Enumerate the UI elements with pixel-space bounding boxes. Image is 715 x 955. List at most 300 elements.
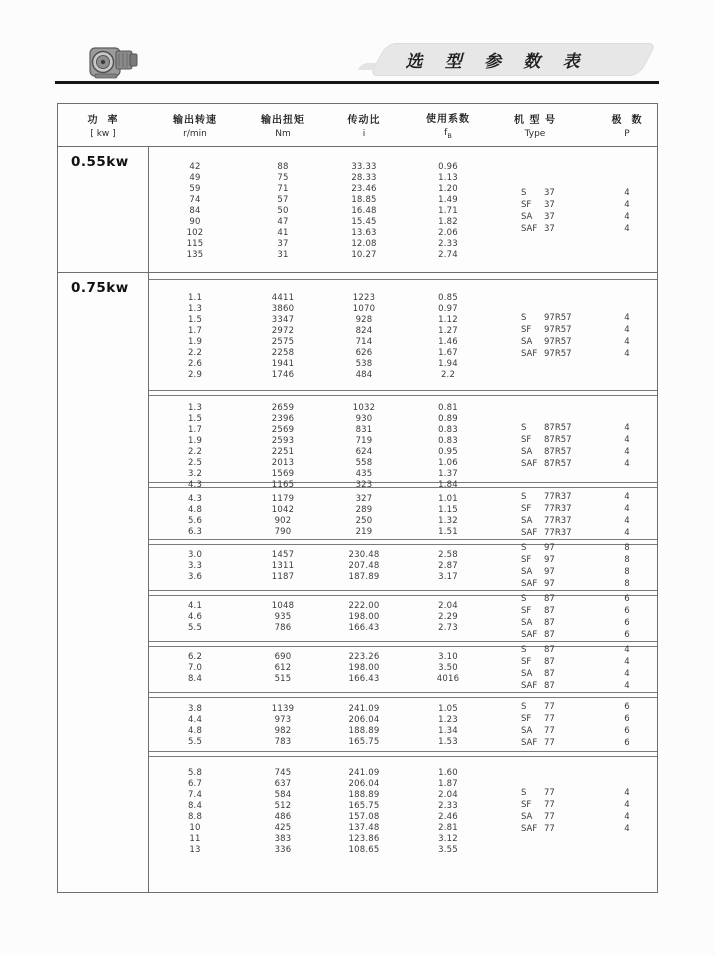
data-block: [149, 279, 657, 391]
cell-output-speed: 1.7: [187, 424, 203, 435]
type-row: [149, 527, 657, 539]
cell-poles: 4: [624, 187, 630, 198]
type-row: [149, 515, 657, 527]
cell-type-model: 77R37: [544, 528, 572, 538]
cell-output-torque: 2258: [271, 347, 295, 358]
header-rule: [55, 81, 659, 84]
cell-output-speed: 135: [186, 249, 204, 260]
cell-ratio: 13.63: [351, 227, 377, 238]
cell-type-model: 87: [544, 680, 555, 691]
cell-output-speed: 6.2: [187, 651, 203, 662]
cell-ratio: 219: [355, 526, 373, 537]
cell-type-model: 87: [544, 656, 555, 667]
cell-service-factor: 1.46: [438, 336, 458, 347]
cell-type-prefix: S: [521, 644, 527, 655]
cell-type-model: 77: [544, 702, 555, 712]
cell-output-speed: 102: [186, 227, 204, 238]
cell-output-speed: 7.0: [187, 662, 203, 673]
table-row: [149, 161, 657, 172]
gearbox-illustration: [90, 48, 137, 78]
col-header-ratio: 传动比 i: [347, 115, 381, 139]
cell-type-model: 37: [544, 199, 555, 210]
cell-service-factor: 0.83: [438, 435, 458, 446]
cell-ratio: 1032: [352, 402, 376, 413]
cell-service-factor: 2.46: [438, 811, 458, 822]
cell-poles: 4: [624, 423, 630, 433]
cell-output-speed: 1.3: [187, 402, 203, 413]
cell-output-torque: 37: [277, 238, 289, 249]
cell-ratio: 323: [355, 479, 373, 490]
cell-type-prefix: SAF: [521, 349, 538, 359]
cell-type-prefix: SF: [521, 800, 532, 810]
col-header-service-factor: 使用系数 $f_B$: [426, 114, 470, 140]
cell-service-factor: 0.85: [438, 292, 458, 303]
cell-output-speed: 6.7: [187, 778, 203, 789]
cell-type-prefix: S: [521, 492, 527, 502]
cell-output-speed: 6.3: [187, 526, 203, 537]
data-block: [149, 595, 657, 642]
cell-poles: 6: [624, 714, 630, 724]
type-list: [149, 593, 657, 641]
block-rows: [149, 644, 657, 691]
cell-type-prefix: SAF: [521, 528, 538, 538]
cell-type-model: 77R37: [544, 504, 572, 514]
table-row: [149, 238, 657, 249]
type-list: [149, 491, 657, 539]
cell-output-torque: 383: [274, 833, 292, 844]
cell-type-model: 87R57: [544, 447, 572, 457]
cell-poles: 8: [624, 578, 630, 589]
cell-output-torque: 41: [277, 227, 289, 238]
cell-ratio: 18.85: [351, 194, 377, 205]
type-row: [149, 312, 657, 324]
cell-type-model: 77: [544, 714, 555, 724]
table-row: [149, 479, 657, 490]
cell-service-factor: 1.71: [438, 205, 458, 216]
cell-ratio: 123.86: [348, 833, 380, 844]
cell-ratio: 23.46: [351, 183, 377, 194]
cell-ratio: 250: [355, 515, 373, 526]
cell-ratio: 222.00: [348, 600, 380, 611]
table-row: [149, 249, 657, 260]
cell-output-speed: 1.7: [187, 325, 203, 336]
cell-output-speed: 42: [189, 161, 201, 172]
cell-poles: 4: [624, 349, 630, 359]
cell-ratio: 831: [355, 424, 373, 435]
type-list: [149, 542, 657, 590]
type-row: [149, 434, 657, 446]
data-block: [149, 147, 657, 260]
cell-ratio: 624: [355, 446, 373, 457]
cell-ratio: 12.08: [351, 238, 377, 249]
cell-type-prefix: SA: [521, 617, 533, 628]
cell-type-model: 97R57: [544, 349, 572, 359]
col-header-power: 功 率 [ kw ]: [87, 115, 119, 139]
cell-service-factor: 2.74: [438, 249, 458, 260]
cell-poles: 6: [624, 605, 630, 616]
type-row: [149, 644, 657, 656]
selection-parameter-table: [57, 103, 658, 893]
cell-poles: 4: [624, 528, 630, 538]
cell-output-torque: 637: [274, 778, 292, 789]
power-rating: 0.55kw: [71, 154, 129, 170]
cell-poles: 4: [624, 788, 630, 798]
cell-output-speed: 3.3: [187, 560, 203, 571]
cell-poles: 4: [624, 504, 630, 514]
cell-output-torque: 4411: [271, 292, 295, 303]
cell-output-torque: 1187: [271, 571, 295, 582]
cell-type-prefix: SA: [521, 337, 533, 347]
cell-poles: 4: [624, 313, 630, 323]
cell-ratio: 327: [355, 493, 373, 504]
cell-poles: 4: [624, 668, 630, 679]
cell-service-factor: 2.29: [438, 611, 458, 622]
cell-ratio: 137.48: [348, 822, 380, 833]
cell-service-factor: 0.95: [438, 446, 458, 457]
cell-output-torque: 1139: [271, 703, 295, 714]
cell-type-prefix: SF: [521, 435, 532, 445]
cell-service-factor: 4016: [436, 673, 460, 684]
cell-type-model: 77: [544, 738, 555, 748]
cell-ratio: 824: [355, 325, 373, 336]
cell-service-factor: 1.32: [438, 515, 458, 526]
cell-type-model: 97: [544, 554, 555, 565]
cell-output-torque: 1311: [271, 560, 295, 571]
cell-type-prefix: SF: [521, 605, 532, 616]
cell-output-speed: 4.3: [187, 493, 203, 504]
cell-type-model: 87: [544, 593, 555, 604]
cell-output-speed: 4.8: [187, 504, 203, 515]
cell-output-torque: 50: [277, 205, 289, 216]
type-row: [149, 680, 657, 692]
cell-output-speed: 3.2: [187, 468, 203, 479]
cell-type-prefix: SAF: [521, 629, 538, 640]
cell-type-model: 77R37: [544, 492, 572, 502]
cell-output-speed: 4.6: [187, 611, 203, 622]
cell-ratio: 928: [355, 314, 373, 325]
cell-service-factor: 1.84: [438, 479, 458, 490]
cell-type-model: 97: [544, 542, 555, 553]
page-title-banner: [360, 43, 648, 76]
cell-output-torque: 2659: [271, 402, 295, 413]
power-cell: [58, 273, 149, 892]
type-row: [149, 725, 657, 737]
cell-ratio: 241.09: [348, 767, 380, 778]
type-row: [149, 566, 657, 578]
cell-type-prefix: SF: [521, 504, 532, 514]
type-row: [149, 823, 657, 835]
cell-type-model: 87R57: [544, 459, 572, 469]
table-row: [149, 402, 657, 413]
cell-output-speed: 2.2: [187, 446, 203, 457]
cell-type-prefix: SF: [521, 325, 532, 335]
type-row: [149, 713, 657, 725]
cell-output-torque: 2593: [271, 435, 295, 446]
cell-poles: 4: [624, 435, 630, 445]
cell-poles: 4: [624, 656, 630, 667]
cell-output-torque: 786: [274, 622, 292, 633]
cell-output-speed: 1.9: [187, 435, 203, 446]
cell-output-speed: 74: [189, 194, 201, 205]
cell-output-speed: 5.6: [187, 515, 203, 526]
type-row: [149, 458, 657, 470]
cell-type-prefix: SF: [521, 714, 532, 724]
block-rows: [149, 402, 657, 490]
cell-output-torque: 2569: [271, 424, 295, 435]
cell-service-factor: 1.87: [438, 778, 458, 789]
type-row: [149, 554, 657, 566]
cell-service-factor: 1.67: [438, 347, 458, 358]
cell-service-factor: 0.89: [438, 413, 458, 424]
cell-output-speed: 1.9: [187, 336, 203, 347]
cell-poles: 8: [624, 542, 630, 553]
cell-output-speed: 5.8: [187, 767, 203, 778]
type-row: [149, 593, 657, 605]
cell-output-torque: 783: [274, 736, 292, 747]
cell-output-torque: 425: [274, 822, 292, 833]
cell-type-prefix: SAF: [521, 824, 538, 834]
cell-output-torque: 1042: [271, 504, 295, 515]
cell-output-torque: 790: [274, 526, 292, 537]
cell-output-speed: 1.5: [187, 314, 203, 325]
cell-output-torque: 31: [277, 249, 289, 260]
type-row: [149, 787, 657, 799]
cell-output-speed: 115: [186, 238, 204, 249]
cell-poles: 4: [624, 337, 630, 347]
cell-type-model: 87R57: [544, 423, 572, 433]
type-row: [149, 811, 657, 823]
cell-ratio: 33.33: [351, 161, 377, 172]
cell-output-speed: 4.1: [187, 600, 203, 611]
type-list: [149, 422, 657, 470]
cell-type-model: 97: [544, 566, 555, 577]
cell-ratio: 206.04: [348, 778, 380, 789]
cell-poles: 6: [624, 629, 630, 640]
cell-ratio: 188.89: [348, 789, 380, 800]
cell-output-torque: 88: [277, 161, 289, 172]
cell-poles: 6: [624, 726, 630, 736]
cell-service-factor: 1.94: [438, 358, 458, 369]
table-row: [149, 767, 657, 778]
cell-poles: 4: [624, 800, 630, 810]
cell-service-factor: 1.15: [438, 504, 458, 515]
type-row: [149, 187, 657, 199]
cell-type-prefix: S: [521, 593, 527, 604]
cell-ratio: 16.48: [351, 205, 377, 216]
block-rows: [149, 593, 657, 640]
gear-motor-photo: [86, 38, 144, 84]
block-rows: [149, 292, 657, 380]
cell-poles: 8: [624, 554, 630, 565]
type-row: [149, 617, 657, 629]
cell-output-speed: 4.4: [187, 714, 203, 725]
cell-service-factor: 1.27: [438, 325, 458, 336]
cell-poles: 4: [624, 644, 630, 655]
cell-output-speed: 5.5: [187, 736, 203, 747]
data-block: [149, 487, 657, 540]
section-blocks: [149, 147, 657, 272]
cell-ratio: 714: [355, 336, 373, 347]
data-block: [149, 395, 657, 490]
block-rows: [149, 542, 657, 589]
cell-type-model: 77: [544, 788, 555, 798]
cell-output-speed: 49: [189, 172, 201, 183]
cell-type-prefix: SAF: [521, 738, 538, 748]
type-row: [149, 324, 657, 336]
type-row: [149, 223, 657, 235]
cell-type-prefix: S: [521, 423, 527, 433]
cell-poles: 4: [624, 516, 630, 526]
type-row: [149, 605, 657, 617]
cell-ratio: 10.27: [351, 249, 377, 260]
cell-ratio: 166.43: [348, 673, 380, 684]
cell-output-speed: 1.5: [187, 413, 203, 424]
cell-output-speed: 8.4: [187, 800, 203, 811]
cell-output-speed: 1.3: [187, 303, 203, 314]
cell-ratio: 206.04: [348, 714, 380, 725]
cell-ratio: 198.00: [348, 611, 380, 622]
cell-output-speed: 8.4: [187, 673, 203, 684]
table-row: [149, 844, 657, 855]
cell-service-factor: 2.33: [438, 800, 458, 811]
type-row: [149, 701, 657, 713]
cell-poles: 4: [624, 812, 630, 822]
cell-type-model: 77R37: [544, 516, 572, 526]
cell-output-torque: 1457: [271, 549, 295, 560]
cell-service-factor: 1.82: [438, 216, 458, 227]
cell-output-speed: 11: [189, 833, 201, 844]
cell-output-speed: 3.6: [187, 571, 203, 582]
cell-output-torque: 690: [274, 651, 292, 662]
cell-type-model: 87: [544, 629, 555, 640]
cell-ratio: 28.33: [351, 172, 377, 183]
col-header-output-torque: 输出扭矩 Nm: [261, 115, 305, 139]
cell-type-model: 77: [544, 812, 555, 822]
type-list: [149, 312, 657, 360]
cell-service-factor: 0.96: [438, 161, 458, 172]
type-row: [149, 737, 657, 749]
cell-poles: 4: [624, 211, 630, 222]
cell-ratio: 289: [355, 504, 373, 515]
cell-service-factor: 1.20: [438, 183, 458, 194]
type-row: [149, 491, 657, 503]
cell-ratio: 207.48: [348, 560, 380, 571]
cell-service-factor: 1.34: [438, 725, 458, 736]
cell-output-torque: 512: [274, 800, 292, 811]
type-row: [149, 211, 657, 223]
cell-output-speed: 10: [189, 822, 201, 833]
table-header: [58, 104, 657, 147]
cell-service-factor: 3.17: [438, 571, 458, 582]
cell-ratio: 241.09: [348, 703, 380, 714]
cell-service-factor: 3.55: [438, 844, 458, 855]
cell-poles: 4: [624, 492, 630, 502]
cell-type-model: 97R57: [544, 313, 572, 323]
cell-ratio: 198.00: [348, 662, 380, 673]
power-section: [58, 147, 657, 272]
type-row: [149, 336, 657, 348]
cell-service-factor: 2.87: [438, 560, 458, 571]
cell-output-torque: 1165: [271, 479, 295, 490]
cell-output-torque: 1746: [271, 369, 295, 380]
cell-type-prefix: SF: [521, 656, 532, 667]
cell-service-factor: 1.23: [438, 714, 458, 725]
cell-output-torque: 486: [274, 811, 292, 822]
power-section: [58, 272, 657, 892]
cell-poles: 6: [624, 738, 630, 748]
cell-type-prefix: SAF: [521, 578, 538, 589]
cell-output-torque: 902: [274, 515, 292, 526]
cell-type-prefix: S: [521, 702, 527, 712]
type-list: [149, 187, 657, 235]
cell-output-torque: 336: [274, 844, 292, 855]
cell-output-torque: 2972: [271, 325, 295, 336]
section-blocks: [149, 273, 657, 892]
cell-service-factor: 1.12: [438, 314, 458, 325]
cell-type-prefix: SA: [521, 447, 533, 457]
cell-service-factor: 1.37: [438, 468, 458, 479]
cell-type-prefix: SA: [521, 668, 533, 679]
cell-type-prefix: SA: [521, 516, 533, 526]
cell-service-factor: 1.05: [438, 703, 458, 714]
cell-output-speed: 4.8: [187, 725, 203, 736]
cell-ratio: 157.08: [348, 811, 380, 822]
cell-output-torque: 2013: [271, 457, 295, 468]
cell-ratio: 930: [355, 413, 373, 424]
cell-ratio: 223.26: [348, 651, 380, 662]
block-rows: [149, 703, 657, 747]
cell-output-speed: 1.1: [187, 292, 203, 303]
cell-service-factor: 2.06: [438, 227, 458, 238]
cell-type-prefix: SAF: [521, 223, 538, 234]
cell-ratio: 1223: [352, 292, 376, 303]
cell-poles: 4: [624, 447, 630, 457]
type-row: [149, 656, 657, 668]
table-row: [149, 292, 657, 303]
cell-poles: 4: [624, 680, 630, 691]
cell-type-model: 87: [544, 644, 555, 655]
cell-output-torque: 935: [274, 611, 292, 622]
cell-type-prefix: SF: [521, 199, 532, 210]
data-block: [149, 756, 657, 892]
type-list: [149, 644, 657, 692]
cell-output-speed: 3.8: [187, 703, 203, 714]
block-rows: [149, 493, 657, 537]
cell-service-factor: 2.33: [438, 238, 458, 249]
data-block: [149, 697, 657, 752]
cell-type-prefix: SA: [521, 566, 533, 577]
cell-type-prefix: SA: [521, 211, 533, 222]
cell-ratio: 165.75: [348, 736, 380, 747]
cell-poles: 8: [624, 566, 630, 577]
cell-output-torque: 982: [274, 725, 292, 736]
cell-output-speed: 2.2: [187, 347, 203, 358]
cell-output-torque: 2251: [271, 446, 295, 457]
cell-output-torque: 973: [274, 714, 292, 725]
cell-service-factor: 0.97: [438, 303, 458, 314]
cell-poles: 6: [624, 593, 630, 604]
cell-ratio: 719: [355, 435, 373, 446]
cell-ratio: 538: [355, 358, 373, 369]
cell-output-speed: 8.8: [187, 811, 203, 822]
cell-type-model: 37: [544, 211, 555, 222]
cell-service-factor: 0.83: [438, 424, 458, 435]
cell-type-model: 37: [544, 223, 555, 234]
cell-poles: 4: [624, 824, 630, 834]
cell-output-speed: 5.5: [187, 622, 203, 633]
cell-output-speed: 7.4: [187, 789, 203, 800]
cell-output-torque: 2396: [271, 413, 295, 424]
